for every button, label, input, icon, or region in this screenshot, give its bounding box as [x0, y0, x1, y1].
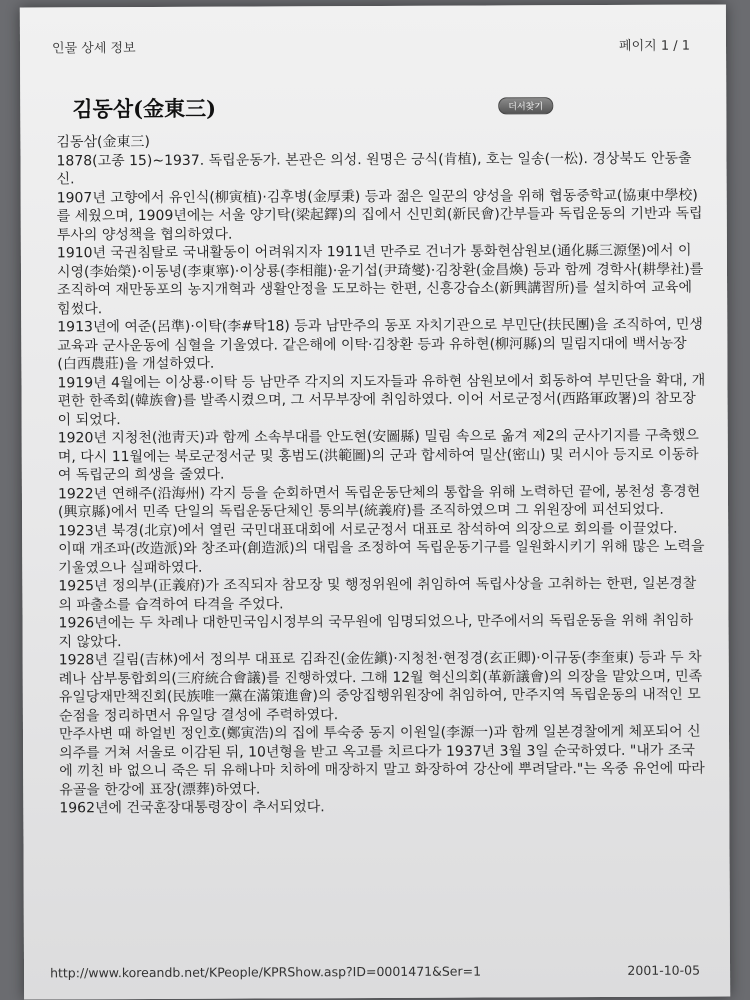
- person-title: 김동삼(金東三): [72, 95, 217, 122]
- paragraph: 1928년 길림(吉林)에서 정의부 대표로 김좌진(金佐鎭)·지청천·현정경(玄正卿)·이규동(李奎東) 등과 두 차례나 삼부통합회의(三府統合會議)를 진행하였다. 그해 12월 혁신의회(革新議會)의 의장을 맡았으며, 민족유일당재만책진회(民族唯一黨在滿策進會)의 중앙집행위원장에 취임하여, 만주지역 독립운동의 내적인 모순점을 정리하면서 유일당 결성에 주력하였다.: [58, 649, 703, 724]
- paragraph: 1923년 북경(北京)에서 열린 국민대표대회에 서로군정서 대표로 참석하여 의장으로 회의를 이끌었다.: [58, 520, 678, 539]
- paragraph: 1922년 연해주(沿海州) 각지 등을 순회하면서 독립운동단체의 통합을 위해 노력하던 끝에, 봉천성 흥경현(興京縣)에서 민족 단일의 독립운동단체인 통의부(統義府)를 조직하였으며 그 위원장에 피선되었다.: [57, 483, 701, 521]
- paragraph: 만주사변 때 하얼빈 정인호(鄭寅浩)의 집에 투숙중 동지 이원일(李源一)과 함께 일본경찰에게 체포되어 신의주를 거쳐 서울로 이감된 뒤, 10년형을 받고 옥고를 치르다가 1937년 3월 3일 순국하였다. "내가 조국에 끼친 바 없으니 죽은 뒤 유해나마 치하에 매장하지 말고 화장하여 강산에 뿌려달라."는 옥중 유언에 따라 유골을 한강에 표장(漂葬)하였다.: [58, 723, 705, 798]
- paragraph: 1920년 지청천(池靑天)과 함께 소속부대를 안도현(安圖縣) 밀림 속으로 옮겨 제2의 군사기지를 구축했으며, 다시 11월에는 북로군정서군 및 홍범도(洪範圖)의 군과 합세하여 밀산(密山) 및 러시아 등지로 이동하여 독립군의 희생을 줄였다.: [57, 427, 699, 484]
- biography-body: [56, 131, 707, 818]
- page-number: 페이지 1 / 1: [618, 38, 691, 54]
- paragraph: 1926년에는 두 차례나 대한민국임시정부의 국무원에 임명되었으나, 만주에서의 독립운동을 위해 취임하지 않았다.: [58, 612, 694, 650]
- page-footer: [50, 963, 700, 981]
- page-header: [52, 35, 690, 57]
- printed-page: [20, 4, 730, 999]
- paragraph: 1913년에 여준(呂準)·이탁(李#탁18) 등과 남만주의 동포 자치기관으로 부민단(扶民團)을 조직하여, 민생교육과 군사운동에 심혈을 기울였다. 같은해에 이탁·김창환 등과 유하현(柳河縣)의 밀림지대에 백서농장(白西農莊)을 개설하였다.: [57, 316, 703, 373]
- paragraph: 1919년 4월에는 이상룡·이탁 등 남만주 각지의 지도자들과 유하현 삼원보에서 회동하여 부민단을 확대, 개편한 한족회(韓族會)를 발족시켰으며, 그 서무부장에 취임하였다. 이어 서로군정서(西路軍政署)의 참모장이 되었다.: [57, 372, 706, 428]
- title-row: [72, 91, 666, 124]
- paragraph: 1878(고종 15)~1937. 독립운동가. 본관은 의성. 원명은 긍식(肯植), 호는 일송(一松). 경상북도 안동출신.: [56, 150, 692, 188]
- paragraph: 1910년 국권침탈로 국내활동이 어려워지자 1911년 만주로 건너가 통화현삼원보(通化縣三源堡)에서 이시영(李始榮)·이동녕(李東寧)·이상룡(李相龍)·윤기섭(尹琦燮)·김창환(金昌煥) 등과 함께 경학사(耕學社)를 조직하여 재만동포의 농지개혁과 생활안정을 도모하는 한편, 신흥강습소(新興講習所)를 설치하여 교육에 힘썼다.: [56, 242, 704, 317]
- source-url: http://www.koreandb.net/KPeople/KPRShow.asp?ID=0001471&Ser=1: [50, 963, 482, 981]
- search-more-button[interactable]: 더서찾기: [498, 97, 553, 114]
- header-title: 인물 상세 정보: [51, 41, 136, 57]
- paragraph: 이때 개조파(改造派)와 창조파(創造派)의 대립을 조정하여 독립운동기구를 일원화시키기 위해 많은 노력을 기울였으나 실패하였다.: [58, 538, 705, 576]
- paragraph: 1962년에 건국훈장대통령장이 추서되었다.: [59, 799, 325, 817]
- paragraph: 김동삼(金東三): [56, 133, 150, 151]
- paragraph: 1907년 고향에서 유인식(柳寅植)·김후병(金厚秉) 등과 젊은 일꾼의 양성을 위해 협동중학교(協東中學校)를 세웠으며, 1909년에는 서울 양기탁(梁起鐸)의 집에서 신민회(新民會)간부들과 독립운동의 기반과 독립투사의 양성책을 협의하였다.: [56, 187, 703, 243]
- print-date: 2001-10-05: [627, 962, 701, 978]
- paragraph: 1925년 정의부(正義府)가 조직되자 참모장 및 행정위원에 취임하여 독립사상을 고취하는 한편, 일본경찰의 파출소를 습격하여 타격을 주었다.: [58, 575, 697, 613]
